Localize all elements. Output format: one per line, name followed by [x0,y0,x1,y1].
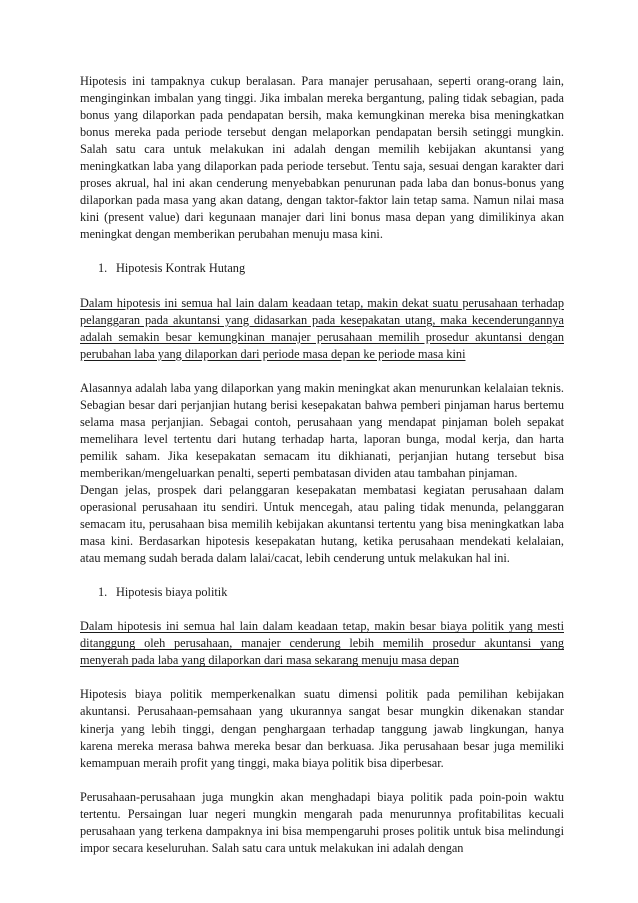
heading-political-cost [80,584,564,601]
paragraph-bonus-hypothesis: Hipotesis ini tampaknya cukup beralasan. Para manajer perusahaan, seperti orang-orang lain, menginginkan imbalan yang tinggi. Jika imbalan mereka bergantung, paling tidak sebagian, pada bonus yang dilaporkan pada pendapatan bersih, maka kemungkinan mereka bisa meningkatkan bonus mereka pada periode tersebut dengan melaporkan pendapatan bersih setinggi mungkin. Salah satu cara untuk melakukan ini adalah dengan memilih kebijakan akuntansi yang meningkatkan laba yang dilaporkan pada periode tersebut. Tentu saja, sesuai dengan karakter dari proses akrual, hal ini akan cenderung menyebabkan penurunan pada laba dan bonus-bonus yang dilaporkan pada masa yang akan datang, dengan taktor-faktor lain tetap sama. Namun nilai masa kini (present value) dari kegunaan manajer dari lini bonus masa depan yang dimilikinya akan meningkat dengan memberikan perubahan menuju masa kini. [80,74,564,242]
paragraph-political-timing: Perusahaan-perusahaan juga mungkin akan menghadapi biaya politik pada poin-poin waktu tertentu. Persaingan luar negeri mungkin mengarah pada menurunnya profitabilitas kecuali perusahaan yang terkena dampaknya ini bisa mempengaruhi proses politik untuk bisa melindungi impor secara keseluruhan. Salah satu cara untuk melakukan ini adalah dengan [80,789,564,855]
paragraph-debt-reason: Alasannya adalah laba yang dilaporkan yang makin meningkat akan menurunkan kelalaian teknis. Sebagian besar dari perjanjian hutang berisi kesepakatan bahwa pemberi pinjaman harus bertemu selama masa perjanjian. Sebagai contoh, perusahaan yang mendapat pinjaman boleh sepakat memelihara level tertentu dari hutang terhadap harta, laporan bunga, modal kerja, dan harta pemilik saham. Jika kesepakatan semacam itu dikhianati, perjanjian hutang tersebut bisa memberikan/mengeluarkan penalti, seperti pembatasan dividen atau tambahan pinjaman. [80,380,564,480]
spacer [80,669,564,686]
hypothesis-statement-debt: Dalam hipotesis ini semua hal lain dalam keadaan tetap, makin dekat suatu perusahaan terhadap pelanggaran pada akuntansi yang didasarkan pada kesepakatan utang, maka kecenderungannya adalah semakin besar kemungkinan manajer perusahaan memilih prosedur akuntansi dengan perubahan laba yang dilaporkan dari periode masa depan ke periode masa kini [80,295,564,361]
list-number: 1. [98,261,108,276]
paragraph-debt-violation: Dengan jelas, prospek dari pelanggaran kesepakatan membatasi kegiatan perusahaan dalam operasional perusahaan itu sendiri. Untuk mencegah, atau paling tidak menunda, pelanggaran semacam itu, perusahaan bisa memilih kebijakan akuntansi tertentu yang bisa meningkatkan laba masa kini. Berdasarkan hipotesis kesepakatan hutang, ketika perusahaan mendekati kelalaian, atau memang sudah berada dalam lalai/cacat, lebih cenderung untuk melakukan hal ini. [80,482,564,566]
hypothesis-statement-political: Dalam hipotesis ini semua hal lain dalam keadaan tetap, makin besar biaya politik yang mesti ditanggung oleh perusahaan, manajer cenderung lebih memilih prosedur akuntansi yang menyerah pada laba yang dilaporkan dari masa sekarang menuju masa depan [80,619,564,668]
document-page [80,73,564,857]
heading-debt-contract [80,260,564,277]
heading-text: Hipotesis Kontrak Hutang [116,261,246,276]
spacer [80,601,564,618]
spacer [80,772,564,789]
paragraph-political-intro: Hipotesis biaya politik memperkenalkan suatu dimensi politik pada pemilihan kebijakan akuntansi. Perusahaan-pemsahaan yang ukurannya sangat besar mungkin dikenakan standar kinerja yang lebih tinggi, dengan penghargaan terhadap tanggung jawab lingkungan, hanya karena mereka merasa bahwa mereka besar dan berkuasa. Jika perusahaan besar juga memiliki kemampuan meraih profit yang tinggi, maka biaya politik bisa diperbesar. [80,687,564,770]
spacer [80,243,564,260]
heading-text: Hipotesis biaya politik [116,585,228,600]
spacer [80,278,564,295]
spacer [80,363,564,380]
spacer [80,567,564,584]
list-number: 1. [98,585,108,600]
